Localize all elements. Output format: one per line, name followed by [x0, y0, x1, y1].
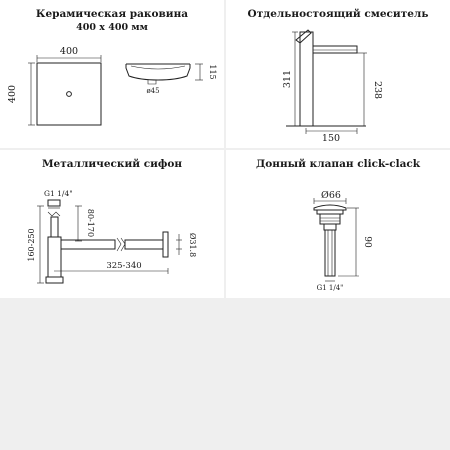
faucet-spout-height-label: 238: [372, 80, 383, 100]
empty-background: [0, 298, 450, 450]
faucet-reach-label: 150: [321, 133, 341, 144]
faucet-total-height-label: 311: [282, 69, 293, 89]
faucet-body: [300, 32, 313, 126]
siphon-drawing: [0, 150, 224, 298]
faucet-drawing: [226, 0, 450, 148]
sink-side-view: [126, 64, 190, 80]
faucet-spout: [313, 46, 357, 53]
siphon-wall-flange: [163, 232, 168, 257]
faucet-panel: [226, 0, 450, 148]
siphon-outlet-label: Ø31.8: [188, 232, 197, 258]
drain-body: [320, 214, 340, 224]
sink-panel: [0, 0, 224, 148]
drain-panel: [226, 150, 450, 298]
drain-tail: [325, 230, 335, 276]
siphon-inlet-pipe: [51, 217, 58, 237]
sink-drawing: [0, 0, 224, 148]
sink-drain-hole: [67, 92, 72, 97]
faucet-title: Отдельностоящий смеситель: [247, 8, 429, 20]
drain-height-label: 90: [362, 236, 372, 248]
siphon-panel: [0, 150, 224, 298]
drain-title: Донный клапан click-clack: [255, 158, 421, 170]
sink-title: Керамическая раковина: [35, 8, 189, 20]
drain-thread-label: G1 1/4": [316, 284, 344, 292]
sink-depth-label: 400: [7, 84, 18, 104]
drain-cap: [314, 205, 346, 210]
siphon-length-label: 325-340: [106, 261, 142, 271]
siphon-thread-label: G1 1/4": [44, 189, 73, 198]
siphon-title: Металлический сифон: [41, 158, 183, 170]
sink-drain-label: ø45: [146, 87, 160, 95]
drain-drawing: [226, 150, 450, 298]
sink-subtitle: 400 x 400 мм: [76, 22, 148, 33]
sink-top-view: [37, 63, 101, 125]
siphon-height-label: 160-250: [27, 228, 36, 262]
drain-cap-label: Ø66: [321, 190, 341, 201]
sink-width-label: 400: [59, 46, 79, 57]
siphon-inlet-label: 80-170: [86, 208, 95, 238]
siphon-outlet-pipe: [61, 240, 115, 249]
sink-height-label: 115: [208, 64, 217, 80]
